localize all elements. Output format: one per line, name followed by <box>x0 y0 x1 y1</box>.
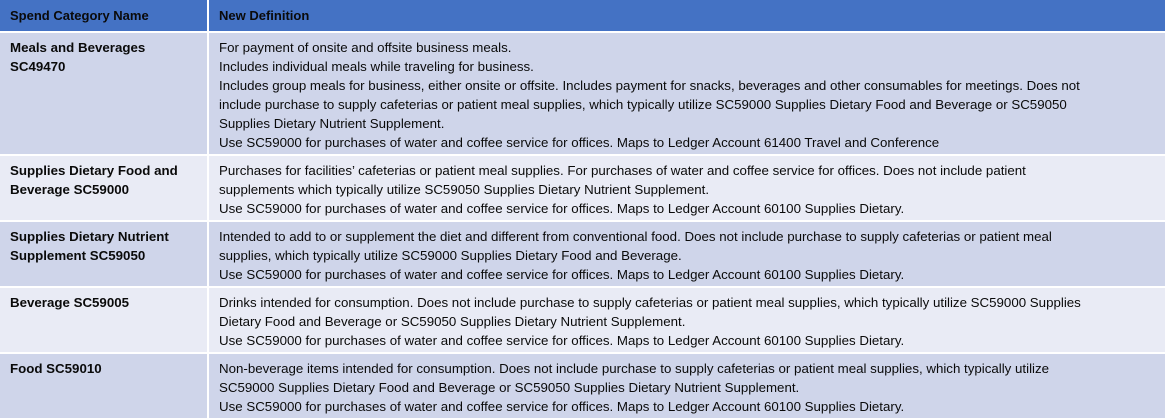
definition-line: Includes group meals for business, either onsite or offsite. Includes payment for snacks, beverages and other consumables for meetings. Does not <box>219 78 1080 93</box>
category-name-cell <box>0 221 208 287</box>
table-row <box>0 287 1165 353</box>
definition-line: Dietary Food and Beverage or SC59050 Supplies Dietary Nutrient Supplement. <box>219 314 686 329</box>
category-name-line: Food SC59010 <box>10 361 102 376</box>
definition-line: Use SC59000 for purchases of water and coffee service for offices. Maps to Ledger Account 61400 Travel and Conference <box>219 135 940 150</box>
definition-line: Use SC59000 for purchases of water and coffee service for offices. Maps to Ledger Account 60100 Supplies Dietary. <box>219 201 905 216</box>
table-row <box>0 353 1165 419</box>
header-new-definition: New Definition <box>208 0 1165 32</box>
definition-line: Use SC59000 for purchases of water and coffee service for offices. Maps to Ledger Account 60100 Supplies Dietary. <box>219 333 905 348</box>
category-name-line: Beverage SC59005 <box>10 295 130 310</box>
definition-line: supplements which typically utilize SC59050 Supplies Dietary Nutrient Supplement. <box>219 182 710 197</box>
category-name-line: Supplies Dietary Nutrient <box>10 229 169 244</box>
definition-line: Intended to add to or supplement the diet and different from conventional food. Does not include purchase to supply cafeterias or patient meal <box>219 229 1052 244</box>
category-name-cell <box>0 353 208 419</box>
definition-line: supplies, which typically utilize SC59000 Supplies Dietary Food and Beverage. <box>219 248 682 263</box>
definition-cell <box>208 32 1165 155</box>
definition-line: Non-beverage items intended for consumption. Does not include purchase to supply cafeterias or patient meal supplies, which typically utilize <box>219 361 1050 376</box>
definition-cell <box>208 155 1165 221</box>
header-spend-category-name: Spend Category Name <box>0 0 208 32</box>
table-row <box>0 32 1165 155</box>
category-name-line: SC49470 <box>10 59 66 74</box>
category-name-cell <box>0 155 208 221</box>
category-name-cell <box>0 287 208 353</box>
definition-cell <box>208 221 1165 287</box>
table-row <box>0 221 1165 287</box>
definition-cell <box>208 353 1165 419</box>
category-name-line: Supplement SC59050 <box>10 248 146 263</box>
category-name-line: Meals and Beverages <box>10 40 146 55</box>
category-name-cell <box>0 32 208 155</box>
definition-cell <box>208 287 1165 353</box>
definition-line: For payment of onsite and offsite business meals. <box>219 40 512 55</box>
table-row <box>0 155 1165 221</box>
definition-line: Purchases for facilities’ cafeterias or patient meal supplies. For purchases of water and coffee service for offices. Does not include patient <box>219 163 1026 178</box>
definition-line: Use SC59000 for purchases of water and coffee service for offices. Maps to Ledger Account 60100 Supplies Dietary. <box>219 399 905 414</box>
definition-line: SC59000 Supplies Dietary Food and Beverage or SC59050 Supplies Dietary Nutrient Supplement. <box>219 380 800 395</box>
table-header-row <box>0 0 1165 32</box>
definition-line: Use SC59000 for purchases of water and coffee service for offices. Maps to Ledger Account 60100 Supplies Dietary. <box>219 267 905 282</box>
definition-line: Includes individual meals while traveling for business. <box>219 59 534 74</box>
category-name-line: Supplies Dietary Food and <box>10 163 178 178</box>
definition-line: Supplies Dietary Nutrient Supplement. <box>219 116 445 131</box>
definition-line: include purchase to supply cafeterias or patient meal supplies, which typically utilize SC59000 Supplies Dietary Food and Beverage or SC59050 <box>219 97 1067 112</box>
category-name-line: Beverage SC59000 <box>10 182 130 197</box>
definition-line: Drinks intended for consumption. Does not include purchase to supply cafeterias or patient meal supplies, which typically utilize SC59000 Supplies <box>219 295 1081 310</box>
